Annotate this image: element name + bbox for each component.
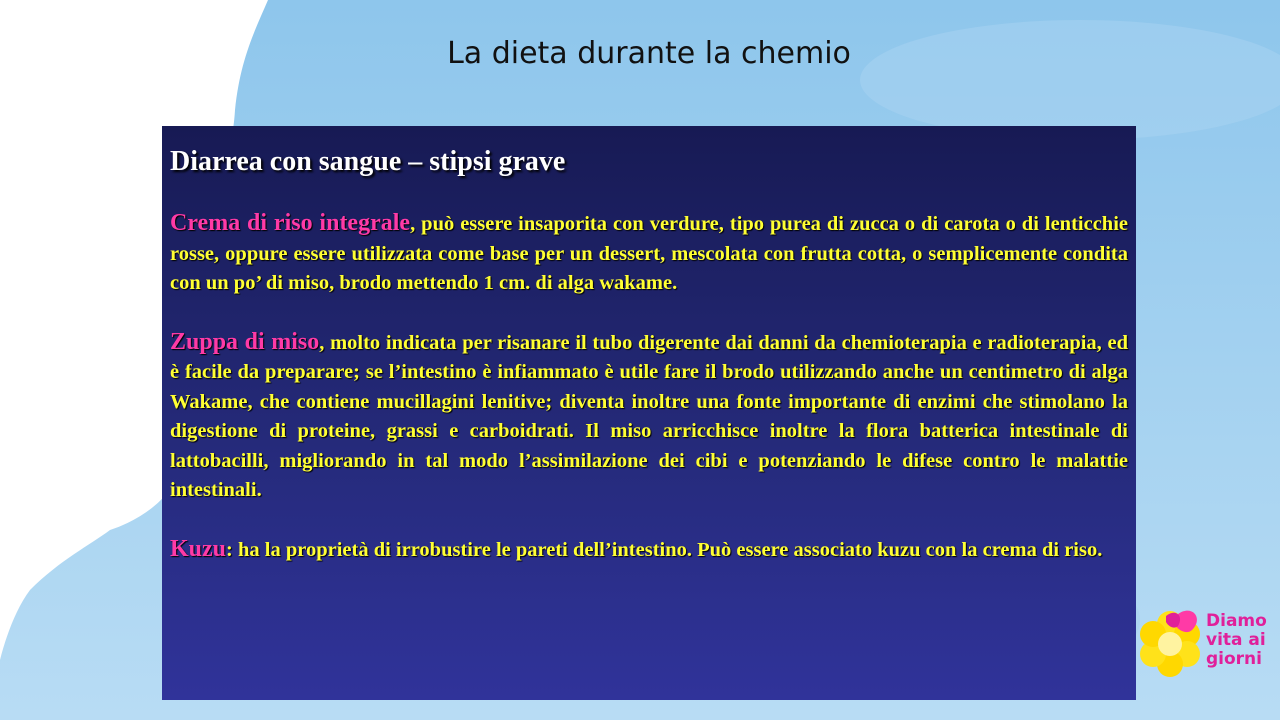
paragraph-crema-di-riso: [170, 209, 1128, 299]
term-crema-di-riso: Crema di riso integrale: [170, 210, 411, 236]
paragraph-zuppa-di-miso: [170, 328, 1128, 506]
slide-title: La dieta durante la chemio: [447, 36, 851, 71]
paragraph-kuzu: [170, 535, 1128, 566]
term-kuzu: Kuzu: [170, 535, 227, 562]
term-zuppa-di-miso: Zuppa di miso: [170, 328, 320, 355]
box-heading: Diarrea con sangue – stipsi grave: [170, 146, 566, 177]
text-zuppa-di-miso: , molto indicata per risanare il tubo digerente dai danni da chemioterapia e radioterapia, ed è facile da preparare; se l’intestino è infiammato è utile fare il brodo utilizzando anche un centimetro di alga Wakame, che contiene mucillagini lenitive; diventa inoltre una fonte importante di enzimi che stimolano la digestione di proteine, grassi e carboidrati. Il miso arricchisce inoltre la flora batterica intestinale di lattobacilli, migliorando in tal modo l’assimilazione dei cibi e potenziando le difese contro le malattie intestinali.: [170, 331, 1128, 501]
logo-text: [1206, 612, 1280, 669]
content-box: [162, 126, 1136, 700]
logo-line-1: Diamo: [1206, 611, 1267, 631]
logo-line-2: vita ai: [1206, 630, 1266, 650]
text-crema-di-riso: , può essere insaporita con verdure, tipo purea di zucca o di carota o di lenticchie rosse, oppure essere utilizzata come base per un dessert, mescolata con frutta cotta, o semplicemente condita con un po’ di miso, brodo mettendo 1 cm. di alga wakame.: [170, 213, 1128, 294]
logo-line-3: giorni: [1206, 649, 1262, 669]
text-kuzu: : ha la proprietà di irrobustire le pareti dell’intestino. Può essere associato kuzu con la crema di riso.: [226, 538, 1103, 561]
